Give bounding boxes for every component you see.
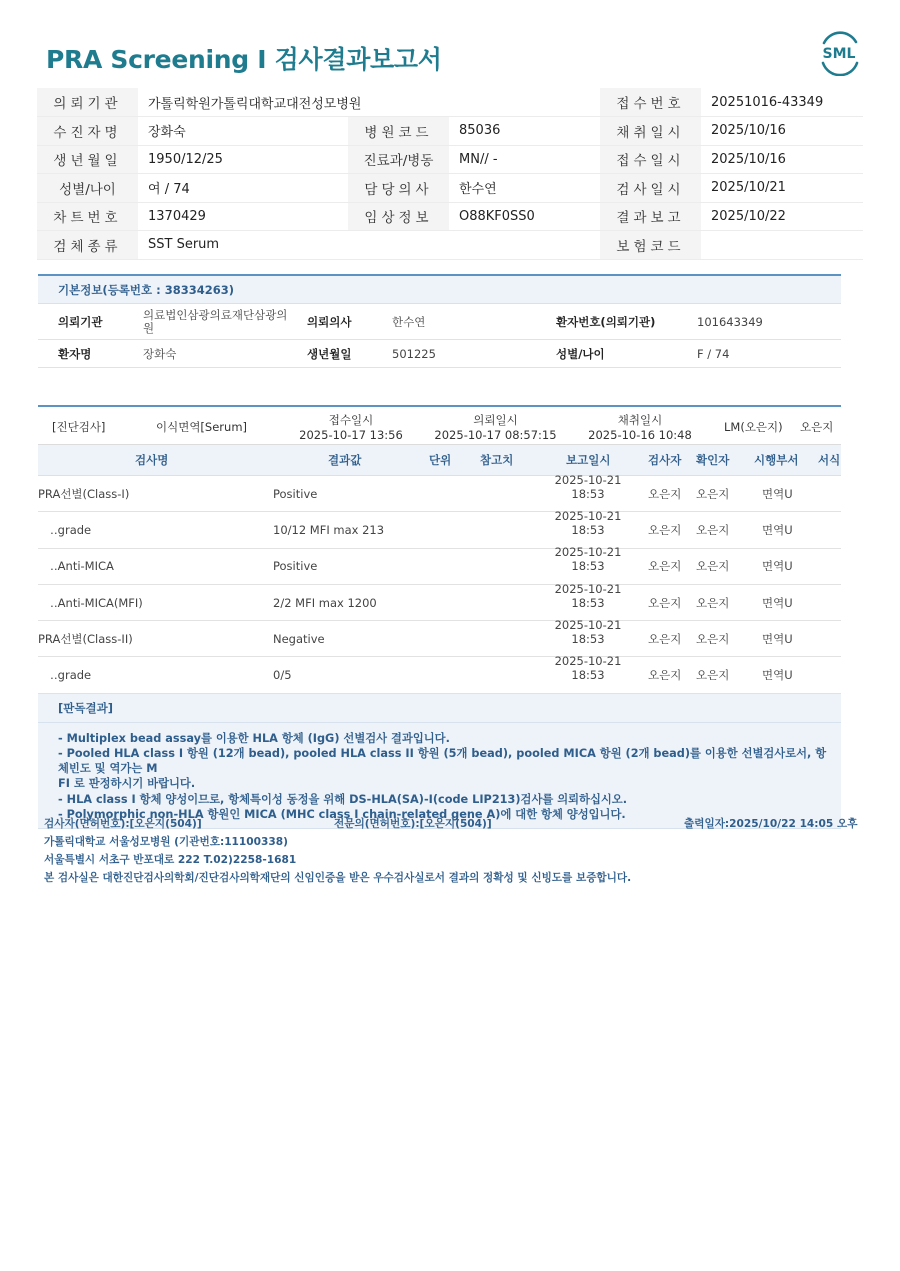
- info-row: [37, 145, 863, 174]
- basic-info-heading: 기본정보(등록번호 : 38334263): [38, 274, 841, 304]
- test-name: ‥grade: [50, 668, 92, 683]
- label-insurance-code: 보험코드: [600, 231, 701, 260]
- value-test-date: 2025/10/21: [701, 174, 863, 203]
- interpretation-line: - HLA class I 항체 양성이므로, 항체특이성 동정을 위해 DS-HLA(SA)-I(code LIP213)검사를 의뢰하십시오.: [58, 792, 627, 806]
- value-patient-name: 장화숙: [138, 117, 348, 146]
- value-receipt-no: 20251016-43349: [701, 88, 863, 117]
- checker: 오은지: [696, 668, 730, 683]
- tester: 오은지: [648, 522, 682, 537]
- result-row: [38, 617, 841, 657]
- result-value: 10/12 MFI max 213: [273, 522, 385, 537]
- request-datetime: 의뢰일시 2025-10-17 08:57:15: [434, 413, 557, 442]
- label-doctor: 담당의사: [348, 174, 449, 203]
- value-sex-age: 여 / 74: [138, 174, 348, 203]
- col-result: 결과값: [328, 453, 362, 467]
- basic-info-row: [38, 340, 841, 368]
- checker: 오은지: [696, 595, 730, 610]
- results-section: [38, 405, 841, 829]
- basic-label-patient-name: 환자명: [58, 346, 92, 361]
- col-reference: 참고치: [480, 453, 514, 467]
- label-requester: 의뢰기관: [37, 88, 138, 117]
- tester: 오은지: [648, 559, 682, 574]
- col-form: 서식: [818, 453, 841, 467]
- label-patient-name: 수진자명: [37, 117, 138, 146]
- interpretation-line: FI 로 판정하시기 바랍니다.: [58, 777, 196, 791]
- label-chart-no: 차트번호: [37, 202, 138, 231]
- result-row: [38, 545, 841, 585]
- footer-specialist: 전문의(면허번호):[오은지(504)]: [334, 818, 492, 830]
- info-row: [37, 117, 863, 146]
- lm-person: LM(오은지): [724, 420, 783, 434]
- value-specimen: SST Serum: [138, 231, 600, 260]
- col-department: 시행부서: [754, 453, 799, 467]
- result-row: [38, 472, 841, 512]
- results-meta: [38, 405, 841, 445]
- report-datetime: 2025-10-21 18:53: [554, 617, 622, 646]
- department: 면역U: [762, 486, 793, 501]
- value-result-report: 2025/10/22: [701, 202, 863, 231]
- value-clinical-info: O88KF0SS0: [449, 202, 600, 231]
- logo-text: SML: [822, 46, 856, 62]
- col-checker: 확인자: [696, 453, 730, 467]
- info-row: [37, 202, 863, 231]
- report-datetime: 2025-10-21 18:53: [554, 654, 622, 683]
- test-name: ‥grade: [50, 522, 92, 537]
- checker: 오은지: [696, 522, 730, 537]
- basic-value-patient-no: 101643349: [697, 314, 763, 329]
- label-receipt-date: 접수일시: [600, 145, 701, 174]
- result-value: 0/5: [273, 668, 292, 683]
- value-hospital-code: 85036: [449, 117, 600, 146]
- footer-certification: 본 검사실은 대한진단검사의학회/진단검사의학재단의 신임인증을 받은 우수검사실로서 결과의 정확성 및 신빙도를 보증합니다.: [44, 872, 632, 884]
- checker: 오은지: [696, 631, 730, 646]
- interpretation-line: - Polymorphic non-HLA 항원인 MICA (MHC class I chain-related gene A)에 대한 항체 양성입니다.: [58, 807, 626, 821]
- results-column-header: [38, 445, 841, 476]
- report-datetime: 2025-10-21 18:53: [554, 581, 622, 610]
- label-receipt-no: 접수번호: [600, 88, 701, 117]
- col-tester: 검사자: [648, 453, 682, 467]
- value-doctor: 한수연: [449, 174, 600, 203]
- info-row: [37, 231, 863, 260]
- result-value: 2/2 MFI max 1200: [273, 595, 377, 610]
- result-value: Negative: [273, 631, 325, 646]
- sml-logo: [816, 30, 862, 76]
- basic-label-patient-no: 환자번호(의뢰기관): [556, 314, 656, 329]
- result-row: [38, 654, 841, 693]
- report-datetime: 2025-10-21 18:53: [554, 545, 622, 574]
- basic-label-doctor: 의뢰의사: [307, 314, 352, 329]
- interpretation-line: - Multiplex bead assay를 이용한 HLA 항체 (IgG) 선별검사 결과입니다.: [58, 731, 450, 745]
- specimen-type: 이식면역[Serum]: [156, 420, 248, 434]
- label-collection-date: 채취일시: [600, 117, 701, 146]
- result-value: Positive: [273, 559, 318, 574]
- test-name: PRA선별(Class-I): [38, 486, 130, 501]
- value-receipt-date: 2025/10/16: [701, 145, 863, 174]
- value-requester: 가톨릭학원가톨릭대학교대전성모병원: [138, 88, 600, 117]
- value-collection-date: 2025/10/16: [701, 117, 863, 146]
- test-name: PRA선별(Class-II): [38, 631, 133, 646]
- department: 면역U: [762, 559, 793, 574]
- responsible-person: 오은지: [800, 420, 834, 434]
- report-title: PRA Screening I 검사결과보고서: [46, 45, 442, 74]
- label-specimen: 검체종류: [37, 231, 138, 260]
- patient-info-table: [37, 88, 863, 260]
- value-birth-date: 1950/12/25: [138, 145, 348, 174]
- tester: 오은지: [648, 631, 682, 646]
- basic-label-birth: 생년월일: [307, 346, 352, 361]
- basic-value-sex-age: F / 74: [697, 346, 730, 361]
- footer-address: 서울특별시 서초구 반포대로 222 T.02)2258-1681: [44, 854, 297, 866]
- label-clinical-info: 임상정보: [348, 202, 449, 231]
- checker: 오은지: [696, 486, 730, 501]
- label-hospital-code: 병원코드: [348, 117, 449, 146]
- info-row: [37, 88, 863, 117]
- label-birth-date: 생년월일: [37, 145, 138, 174]
- label-test-date: 검사일시: [600, 174, 701, 203]
- basic-info-row: [38, 304, 841, 340]
- report-datetime: 2025-10-21 18:53: [554, 508, 622, 537]
- report-datetime: 2025-10-21 18:53: [554, 472, 622, 501]
- interpretation-line: - Pooled HLA class I 항원 (12개 bead), pooled HLA class II 항원 (5개 bead), pooled MICA 항원 (2개 bead)를 이용한 선별검사로서, 항체빈도 및 역가는 M: [58, 746, 827, 776]
- basic-value-patient-name: 장화숙: [143, 346, 177, 361]
- col-test-name: 검사명: [135, 453, 169, 467]
- basic-value-birth: 501225: [392, 346, 436, 361]
- checker: 오은지: [696, 559, 730, 574]
- value-insurance-code: [701, 231, 863, 260]
- department: 면역U: [762, 631, 793, 646]
- test-category: [진단검사]: [52, 420, 106, 434]
- receipt-datetime: 접수일시 2025-10-17 13:56: [299, 413, 403, 442]
- footer-lab: 가톨릭대학교 서울성모병원 (기관번호:11100338): [44, 836, 289, 848]
- department: 면역U: [762, 668, 793, 683]
- tester: 오은지: [648, 595, 682, 610]
- interpretation-heading: [판독결과]: [38, 694, 841, 723]
- basic-info-section: [38, 274, 841, 368]
- basic-label-sex-age: 성별/나이: [556, 346, 605, 361]
- col-unit: 단위: [429, 453, 452, 467]
- label-sex-age: 성별/나이: [37, 174, 138, 203]
- tester: 오은지: [648, 668, 682, 683]
- interpretation-body: [38, 723, 841, 829]
- tester: 오은지: [648, 486, 682, 501]
- result-value: Positive: [273, 486, 318, 501]
- test-name: ‥Anti-MICA: [50, 559, 114, 574]
- value-department: MN// -: [449, 145, 600, 174]
- department: 면역U: [762, 595, 793, 610]
- label-result-report: 결과보고: [600, 202, 701, 231]
- result-row: [38, 581, 841, 621]
- footer-printed: 출력일자:2025/10/22 14:05 오후: [684, 818, 858, 830]
- footer-tester: 검사자(면허번호):[오은지(504)]: [44, 818, 202, 830]
- basic-label-requester: 의뢰기관: [58, 314, 103, 329]
- test-name: ‥Anti-MICA(MFI): [50, 595, 143, 610]
- label-department: 진료과/병동: [348, 145, 449, 174]
- col-report-date: 보고일시: [566, 453, 611, 467]
- collection-datetime: 채취일시 2025-10-16 10:48: [588, 413, 692, 442]
- department: 면역U: [762, 522, 793, 537]
- basic-value-doctor: 한수연: [392, 314, 426, 329]
- result-row: [38, 508, 841, 548]
- basic-value-requester: 의료법인삼광의료재단삼광의 원: [143, 307, 288, 335]
- info-row: [37, 174, 863, 203]
- value-chart-no: 1370429: [138, 202, 348, 231]
